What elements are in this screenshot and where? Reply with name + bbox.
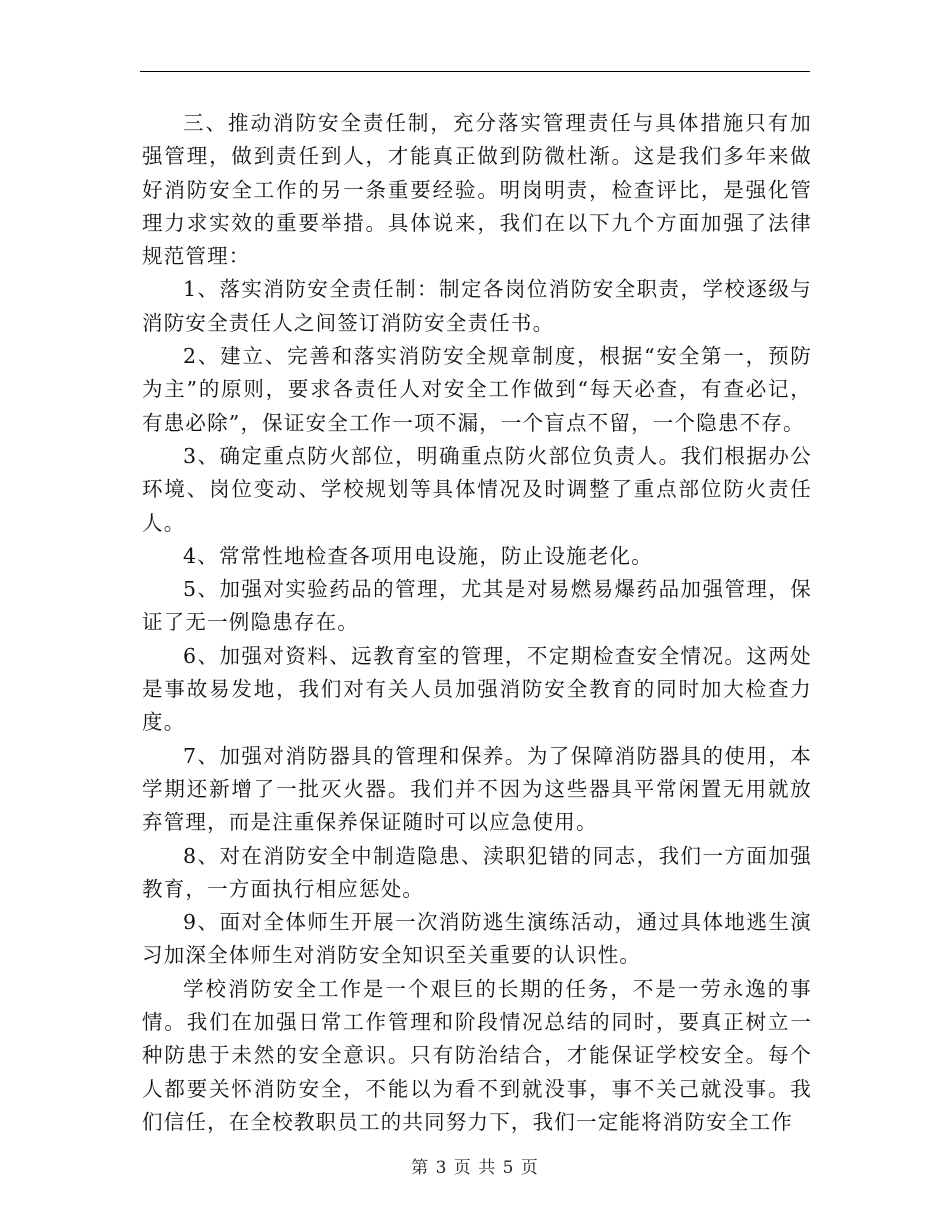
paragraph-item-6: 6、加强对资料、远教育室的管理，不定期检查安全情况。这两处是事故易发地，我们对有关人员加强消防安全教育的同时加大检查力度。 [142,643,812,735]
paragraph-item-1: 1、落实消防安全责任制：制定各岗位消防安全职责，学校逐级与消防安全责任人之间签订消防安全责任书。 [142,277,812,335]
paragraph-conclusion: 学校消防安全工作是一个艰巨的长期的任务，不是一劳永逸的事情。我们在加强日常工作管理和阶段情况总结的同时，要真正树立一种防患于未然的安全意识。只有防治结合，才能保证学校安全。每个人都要关怀消防安全，不能以为看不到就没事，事不关己就没事。我们信任，在全校教职员工的共同努力下，我们一定能将消防安全工作 [142,976,812,1134]
paragraph-item-3: 3、确定重点防火部位，明确重点防火部位负责人。我们根据办公环境、岗位变动、学校规划等具体情况及时调整了重点部位防火责任人。 [142,443,812,535]
paragraph-item-8: 8、对在消防安全中制造隐患、渎职犯错的同志，我们一方面加强教育，一方面执行相应惩处。 [142,843,812,901]
paragraph-item-9: 9、面对全体师生开展一次消防逃生演练活动，通过具体地逃生演习加深全体师生对消防安全知识至关重要的认识性。 [142,910,812,968]
paragraph-intro: 三、推动消防安全责任制，充分落实管理责任与具体措施只有加强管理，做到责任到人，才能真正做到防微杜渐。这是我们多年来做好消防安全工作的另一条重要经验。明岗明责，检查评比，是强化管理力求实效的重要举措。具体说来，我们在以下九个方面加强了法律规范管理： [142,111,812,269]
paragraph-item-5: 5、加强对实验药品的管理，尤其是对易燃易爆药品加强管理，保证了无一例隐患存在。 [142,577,812,635]
paragraph-item-4: 4、常常性地检查各项用电设施，防止设施老化。 [183,543,653,568]
header-divider [140,71,810,72]
page-number-footer: 第 3 页 共 5 页 [411,1158,539,1178]
document-body [142,107,812,1139]
paragraph-item-2: 2、建立、完善和落实消防安全规章制度，根据“安全第一，预防为主”的原则，要求各责任人对安全工作做到“每天必查，有查必记，有患必除”，保证安全工作一项不漏，一个盲点不留，一个隐患不存。 [142,344,812,435]
paragraph-item-7: 7、加强对消防器具的管理和保养。为了保障消防器具的使用，本学期还新增了一批灭火器。我们并不因为这些器具平常闲置无用就放弃管理，而是注重保养保证随时可以应急使用。 [142,743,812,835]
